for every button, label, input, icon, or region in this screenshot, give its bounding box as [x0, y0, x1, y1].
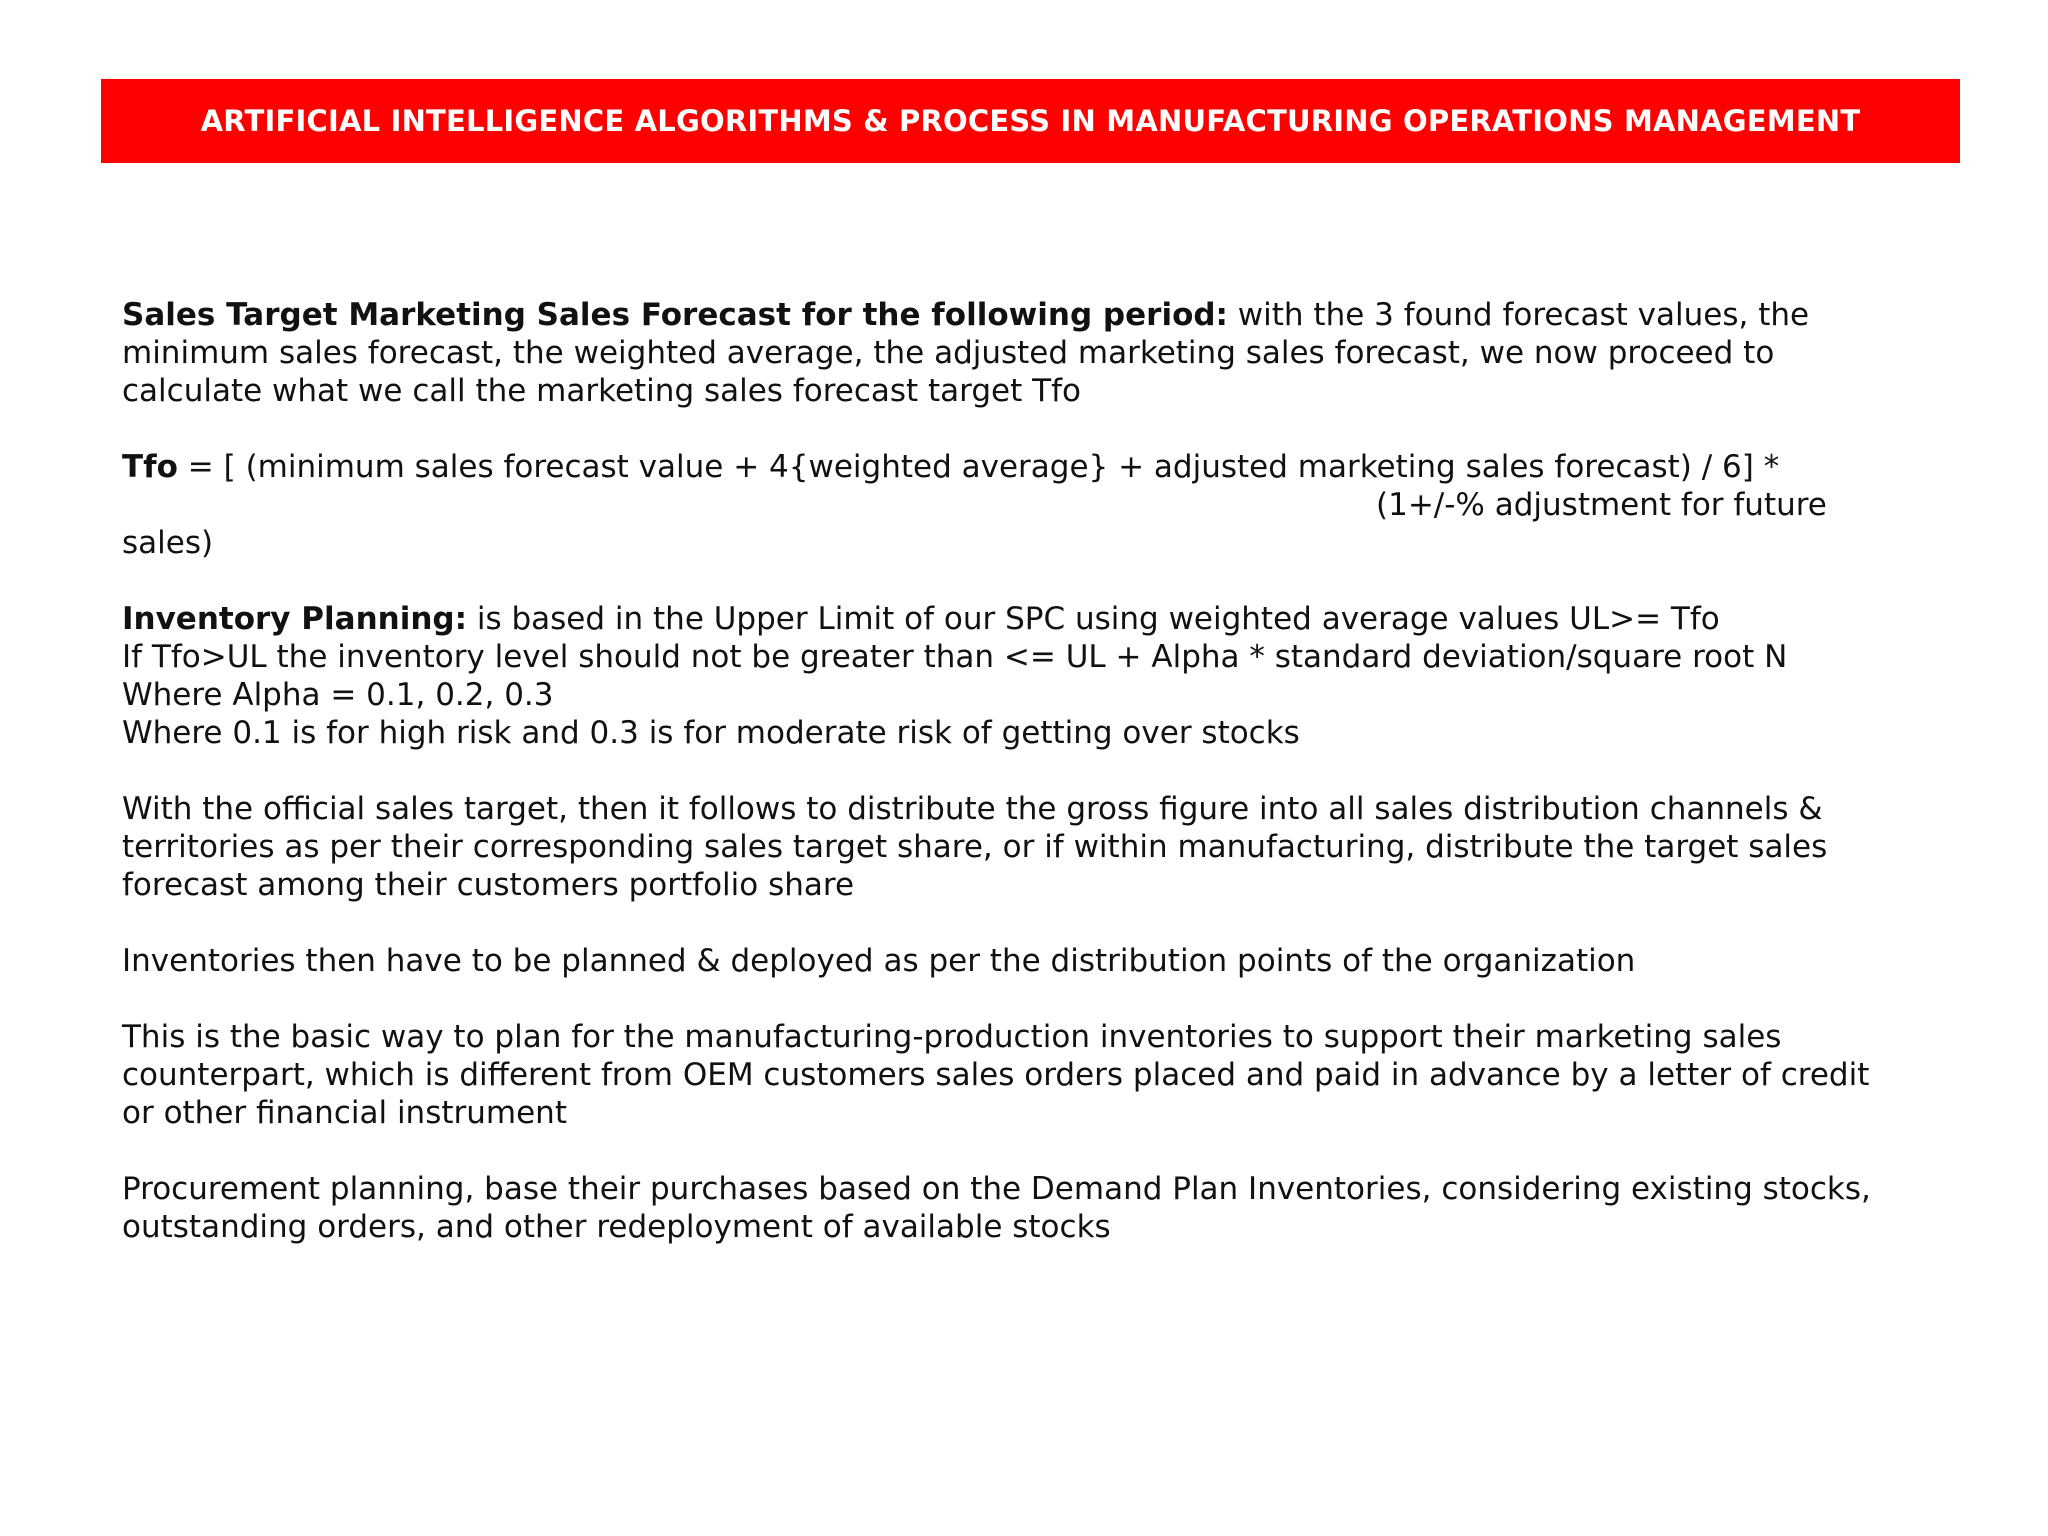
distribution-paragraph	[122, 790, 1922, 904]
distribution-line-3: forecast among their customers portfolio share	[122, 867, 855, 903]
formula-line-3: sales)	[122, 525, 214, 561]
sales-target-line-1	[122, 296, 1922, 334]
procurement-line-1: Procurement planning, base their purchases based on the Demand Plan Inventories, considering existing stocks,	[122, 1171, 1871, 1207]
inventory-planning-line-4: Where 0.1 is for high risk and 0.3 is for moderate risk of getting over stocks	[122, 715, 1300, 751]
basic-way-paragraph	[122, 1018, 1922, 1132]
inventory-planning-paragraph	[122, 600, 1922, 752]
inventory-planning-heading: Inventory Planning:	[122, 601, 467, 637]
inventory-planning-line-2: If Tfo>UL the inventory level should not be greater than <= UL + Alpha * standard deviation/square root N	[122, 639, 1788, 675]
basic-way-line-3: or other financial instrument	[122, 1095, 567, 1131]
inventory-planning-line-1-text: is based in the Upper Limit of our SPC using weighted average values UL>= Tfo	[467, 601, 1720, 637]
basic-way-line-2: counterpart, which is different from OEM customers sales orders placed and paid in advance by a letter of credit	[122, 1057, 1870, 1093]
basic-way-line-1: This is the basic way to plan for the manufacturing-production inventories to support their marketing sales	[122, 1019, 1782, 1055]
inventory-planning-line-1	[122, 600, 1922, 638]
title-banner	[101, 79, 1960, 163]
document-body	[122, 296, 1922, 1284]
formula-paragraph	[122, 448, 1922, 562]
formula-expression: = [ (minimum sales forecast value + 4{weighted average} + adjusted marketing sales forecast) / 6] *	[177, 449, 1780, 485]
distribution-line-1: With the official sales target, then it follows to distribute the gross figure into all sales distribution channels &	[122, 791, 1823, 827]
inventory-planning-line-3: Where Alpha = 0.1, 0.2, 0.3	[122, 677, 554, 713]
page-title: ARTIFICIAL INTELLIGENCE ALGORITHMS & PROCESS IN MANUFACTURING OPERATIONS MANAGEMENT	[200, 104, 1861, 138]
sales-target-paragraph	[122, 296, 1922, 410]
formula-label: Tfo	[122, 449, 178, 485]
inventories-paragraph	[122, 942, 1922, 980]
sales-target-line-3: calculate what we call the marketing sales forecast target Tfo	[122, 373, 1081, 409]
sales-target-line-2: minimum sales forecast, the weighted average, the adjusted marketing sales forecast, we now proceed to	[122, 335, 1775, 371]
sales-target-line-1-text: with the 3 found forecast values, the	[1227, 297, 1810, 333]
distribution-line-2: territories as per their corresponding sales target share, or if within manufacturing, distribute the target sales	[122, 829, 1828, 865]
sales-target-heading: Sales Target Marketing Sales Forecast for the following period:	[122, 297, 1228, 333]
procurement-paragraph	[122, 1170, 1922, 1246]
inventories-line-1: Inventories then have to be planned & deployed as per the distribution points of the organization	[122, 943, 1636, 979]
formula-line-2: (1+/-% adjustment for future	[1376, 487, 1827, 523]
formula-line-1	[122, 448, 1922, 486]
procurement-line-2: outstanding orders, and other redeployment of available stocks	[122, 1209, 1111, 1245]
